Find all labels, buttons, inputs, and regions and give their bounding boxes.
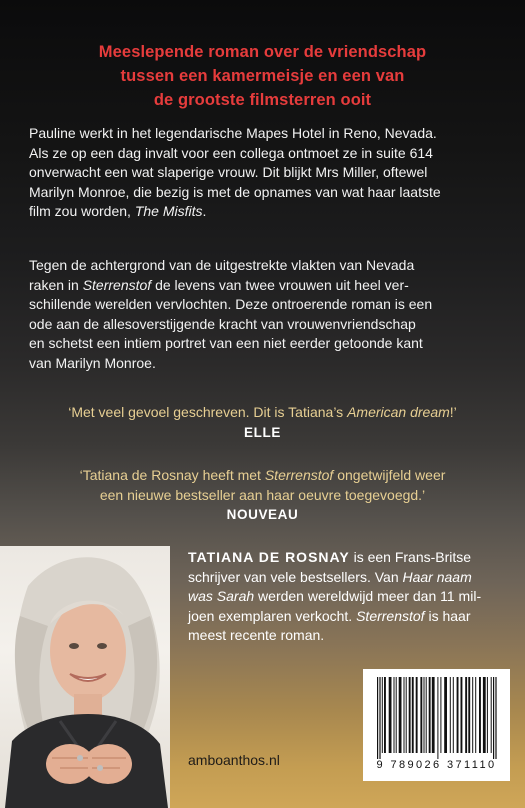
text-line: [188, 607, 508, 627]
barcode-bar: [465, 677, 467, 753]
book-title: Sterrenstof: [264, 467, 334, 483]
barcode-bar: [406, 677, 407, 753]
synopsis-paragraph-1: [29, 124, 499, 222]
barcode-bar: [396, 677, 397, 753]
barcode-bar: [382, 677, 383, 753]
barcode-bar: [483, 677, 486, 753]
text-line: [188, 568, 508, 588]
barcode-bar: [461, 677, 463, 753]
book-title: Sterrenstof: [82, 276, 152, 293]
isbn-barcode: [363, 669, 510, 781]
text-line: Marilyn Monroe, die bezig is met de opnames van wat haar laatste: [29, 183, 441, 200]
text-line: [29, 202, 499, 222]
barcode-bar: [450, 677, 451, 753]
barcode-bar: [416, 677, 418, 753]
barcode-bar: [487, 677, 488, 753]
author-name: TATIANA DE ROSNAY: [188, 549, 350, 565]
barcode-bar: [429, 677, 431, 753]
barcode-bar: [394, 677, 395, 753]
barcode-bar: [475, 677, 476, 753]
publisher-website[interactable]: amboanthos.nl: [188, 752, 280, 768]
barcode-bar: [420, 677, 422, 753]
text-segment: .: [202, 203, 207, 220]
text-segment: raken in: [29, 276, 83, 293]
quote-source: ELLE: [244, 424, 281, 440]
barcode-bar: [493, 677, 494, 759]
barcode-bar: [399, 677, 402, 753]
barcode-bar: [379, 677, 380, 759]
text-segment: joen exemplaren verkocht.: [188, 607, 357, 624]
film-title: The Misfits: [134, 203, 203, 220]
text-line: Tegen de achtergrond van de uitgestrekte vlakten van Nevada: [29, 257, 415, 273]
barcode-bar: [412, 677, 414, 753]
author-bio: [188, 548, 508, 646]
barcode-bar: [495, 677, 496, 759]
book-title: Haar naam: [402, 568, 472, 585]
text-segment: is een Frans-Britse: [349, 549, 472, 565]
text-line: van Marilyn Monroe.: [29, 354, 156, 371]
tagline-line: de grootste filmsterren ooit: [153, 91, 372, 109]
quote-text: [20, 466, 505, 486]
text-line: Pauline werkt in het legendarische Mapes Hotel in Reno, Nevada.: [29, 125, 437, 141]
text-segment: film zou worden,: [29, 203, 135, 220]
text-segment: ‘Tatiana de Rosnay heeft met: [79, 467, 265, 483]
review-quote-nouveau: [20, 466, 505, 525]
text-line: schillende werelden vervlochten. Deze ontroerende roman is een: [29, 296, 433, 313]
barcode-bar: [432, 677, 435, 753]
tagline-line: tussen een kamermeisje en een van: [120, 67, 405, 85]
barcode-bar: [426, 677, 427, 753]
barcode-bar: [453, 677, 454, 753]
author-portrait-illustration: [0, 546, 170, 808]
quote-text: een nieuwe bestseller aan haar oeuvre toegevoegd.’: [99, 486, 426, 503]
barcode-bar: [491, 677, 492, 753]
text-line: meest recente roman.: [188, 627, 325, 644]
author-photo: [0, 546, 170, 808]
text-segment: is haar: [424, 607, 471, 624]
tagline: [40, 40, 485, 112]
barcode-bar: [389, 677, 392, 753]
text-segment: !’: [449, 404, 457, 420]
text-segment: ongetwijfeld weer: [333, 467, 446, 483]
text-line: [29, 276, 499, 296]
isbn-number: 9 789026 371110: [376, 759, 497, 771]
quote-source: NOUVEAU: [226, 507, 299, 523]
text-segment: werden wereldwijd meer dan 11 mil-: [254, 588, 482, 605]
text-line: en schetst een intiem portret van een niet eerder getoonde kant: [29, 335, 423, 352]
text-line: onverwacht een wat slaperige vrouw. Dit blijkt Mrs Miller, oftewel: [29, 164, 428, 181]
synopsis-paragraph-2: [29, 256, 499, 374]
barcode-bar: [437, 677, 438, 759]
text-line: [188, 587, 508, 607]
tagline-line: Meeslepende roman over de vriendschap: [98, 43, 427, 61]
text-line: [188, 548, 508, 568]
text-segment: de levens van twee vrouwen uit heel ver-: [151, 276, 409, 293]
barcode-bar: [440, 677, 441, 753]
text-line: Als ze op een dag invalt voor een collega ontmoet ze in suite 614: [29, 144, 433, 161]
barcode-bar: [457, 677, 459, 753]
text-segment: schrijver van vele bestsellers. Van: [188, 568, 403, 585]
barcode-bar: [424, 677, 425, 753]
barcode-bar: [377, 677, 378, 759]
quote-text: [20, 403, 505, 423]
barcode-bar: [404, 677, 405, 753]
barcode-bar: [409, 677, 411, 753]
barcode-bar: [472, 677, 473, 753]
barcode-bar: [444, 677, 447, 753]
barcode-bar: [468, 677, 470, 753]
book-title: was Sarah: [188, 588, 255, 605]
quote-italic: American dream: [347, 404, 450, 420]
barcode-bar: [384, 677, 386, 753]
barcode-bar: [479, 677, 481, 753]
book-title: Sterrenstof: [356, 607, 425, 624]
text-line: ode aan de allesoverstijgende kracht van vrouwenvriendschap: [29, 315, 416, 332]
text-segment: ‘Met veel gevoel geschreven. Dit is Tatiana’s: [68, 404, 348, 420]
review-quote-elle: [20, 403, 505, 442]
